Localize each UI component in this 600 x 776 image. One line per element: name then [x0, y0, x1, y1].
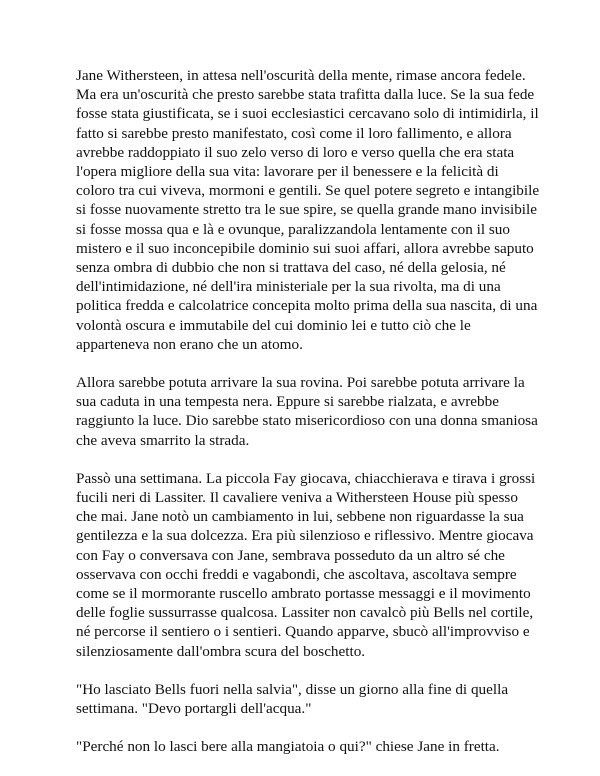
text-line: che aveva smarrito la strada. — [76, 431, 250, 449]
text-line: Jane Withersteen, in attesa nell'oscurità della mente, rimase ancora fedele. — [76, 67, 526, 84]
text-line: fosse stata giustificata, se i suoi ecclesiastici cercavano solo di intimidirla, il — [76, 105, 539, 123]
text-line: come se il mormorante ruscello ambrato portasse messaggi e il movimento — [76, 585, 531, 603]
text-line: senza ombra di dubbio che non si trattava del caso, né della gelosia, né — [76, 259, 506, 277]
text-line: avrebbe raddoppiato il suo zelo verso di loro e verso quella che era stata — [76, 143, 515, 161]
document-page — [76, 66, 540, 776]
text-line: "Perché non lo lasci bere alla mangiatoia o qui?" chiese Jane in fretta. — [76, 738, 500, 756]
text-line: si fosse nuovamente stretto tra le sue spire, se quella grande mano invisibile — [76, 201, 537, 219]
text-line: coloro tra cui viveva, mormoni e gentili. Se quel potere segreto e intangibile — [76, 182, 540, 200]
text-line: silenziosamente dall'ombra scura del boschetto. — [76, 642, 366, 660]
text-line: "Ho lasciato Bells fuori nella salvia", disse un giorno alla fine di quella — [76, 680, 509, 698]
paragraph-4 — [76, 680, 528, 718]
text-line: si fosse mossa qua e là e ovunque, paralizzandola lentamente con il suo — [76, 220, 510, 238]
paragraph-1 — [76, 66, 540, 354]
text-line: che mai. Jane notò un cambiamento in lui, sebbene non riguardasse la sua — [76, 508, 524, 526]
text-line: raggiunto la luce. Dio sarebbe stato misericordioso con una donna smaniosa — [76, 412, 538, 430]
text-line: fucili neri di Lassiter. Il cavaliere veniva a Withersteen House più spesso — [76, 489, 518, 507]
text-line: volontà oscura e immutabile del cui dominio lei e tutto ciò che le — [76, 316, 471, 334]
text-line: gentilezza e la sua dolcezza. Era più silenzioso e riflessivo. Mentre giocava — [76, 527, 534, 545]
text-line: Ma era un'oscurità che presto sarebbe stata trafitta dalla luce. Se la sua fede — [76, 86, 535, 104]
text-line: mistero e il suo inconcepibile dominio sui suoi affari, allora avrebbe saputo — [76, 239, 534, 257]
text-line: delle foglie sussurrasse qualcosa. Lassiter non cavalcò più Bells nel cortile, — [76, 604, 534, 622]
paragraph-2 — [76, 373, 538, 450]
text-line: l'opera migliore della sua vita: lavorare per il benessere e la felicità di — [76, 163, 499, 181]
text-line: né percorse il sentiero o i sentieri. Quando apparve, sbucò all'improvviso e — [76, 623, 530, 641]
text-line: con Fay o conversava con Jane, sembrava posseduto da un altro sé che — [76, 546, 505, 564]
text-line: Allora sarebbe potuta arrivare la sua rovina. Poi sarebbe potuta arrivare la — [76, 374, 525, 392]
text-line: sua caduta in una tempesta nera. Eppure si sarebbe rialzata, e avrebbe — [76, 393, 499, 411]
text-line: apparteneva non erano che un atomo. — [76, 335, 303, 353]
text-line: politica fredda e calcolatrice concepita molto prima della sua nascita, di una — [76, 297, 538, 315]
text-line: fatto si sarebbe presto manifestato, così come il loro fallimento, e allora — [76, 124, 512, 142]
text-line: settimana. "Devo portargli dell'acqua." — [76, 700, 312, 718]
text-line: Passò una settimana. La piccola Fay giocava, chiacchierava e tirava i grossi — [76, 469, 536, 487]
text-line: dell'intimidazione, né dell'ira ministeriale per la sua rivolta, ma di una — [76, 278, 501, 296]
paragraph-5 — [76, 737, 528, 756]
paragraph-3 — [76, 469, 536, 661]
text-line: osservava con occhi freddi e vagabondi, che ascoltava, ascoltava sempre — [76, 565, 517, 583]
